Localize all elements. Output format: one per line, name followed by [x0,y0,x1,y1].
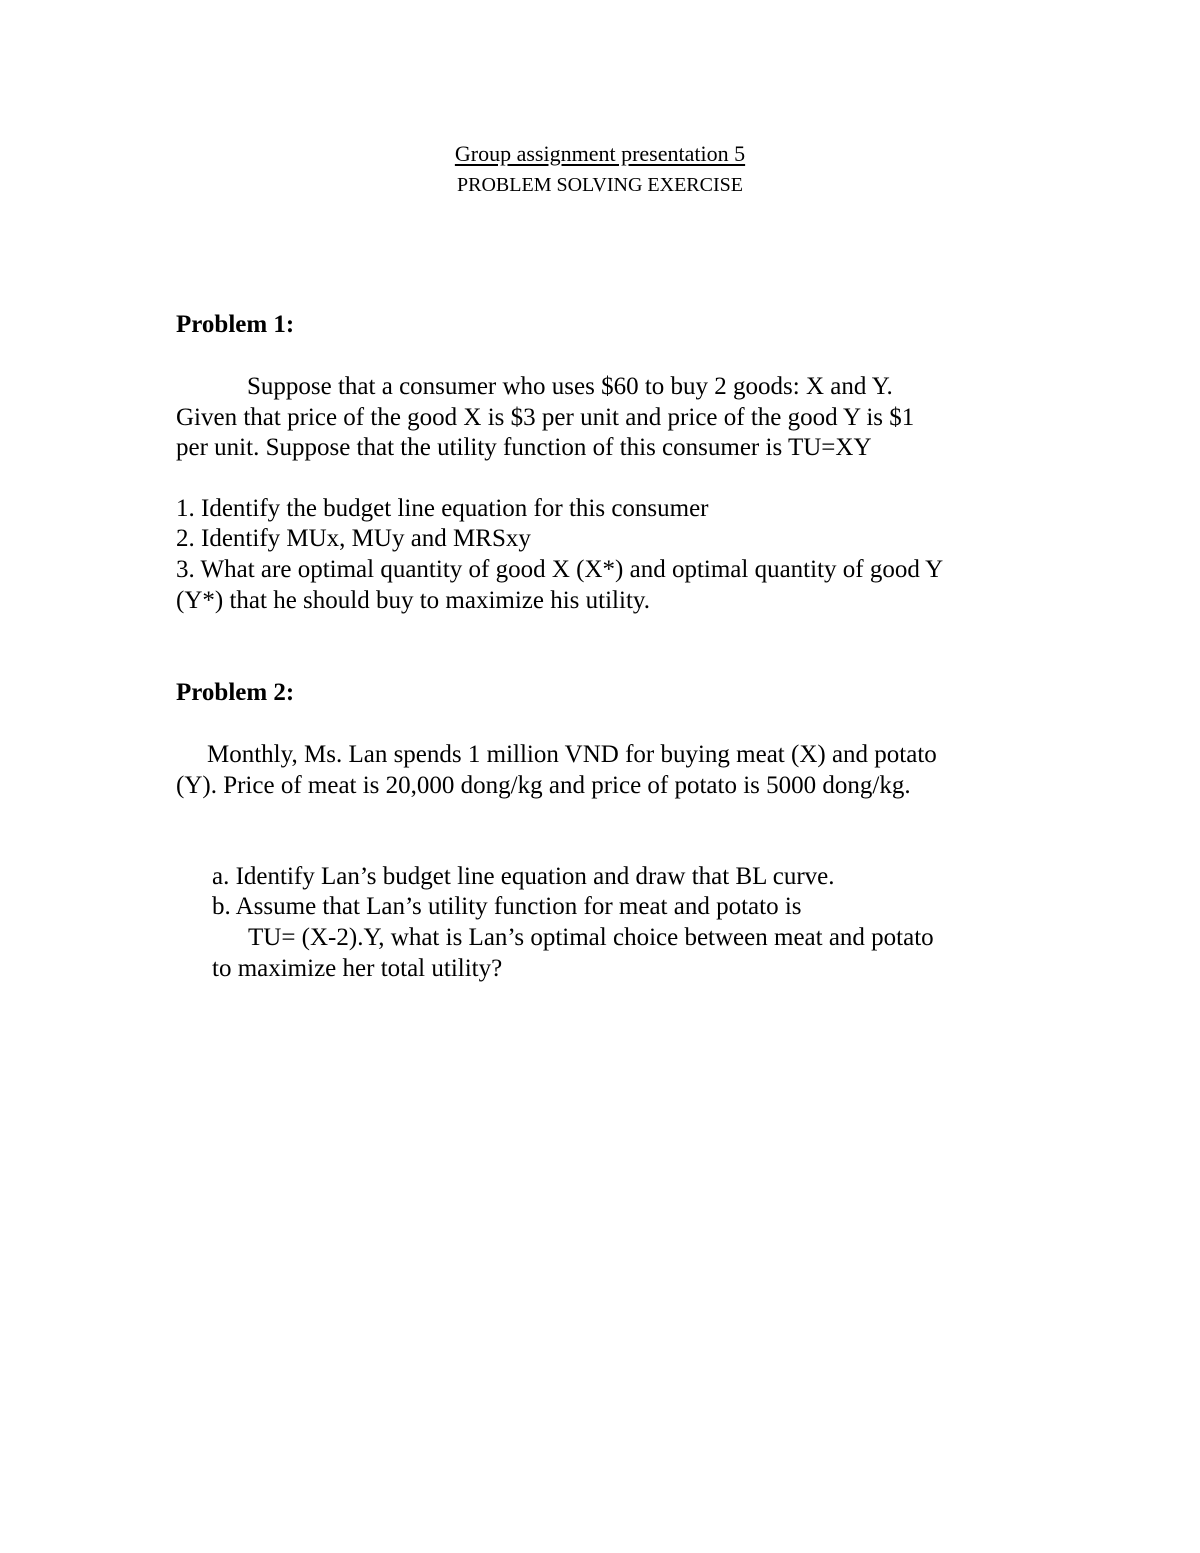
problem-1-question: (Y*) that he should buy to maximize his utility. [176,587,651,614]
problem-2-item: b. Assume that Lan’s utility function for meat and potato is [212,893,802,920]
problem-2-item: to maximize her total utility? [212,955,503,982]
problem-1-paragraph-line: Given that price of the good X is $3 per unit and price of the good Y is $1 [176,404,915,431]
document-subtitle: PROBLEM SOLVING EXERCISE [457,174,743,196]
problem-2-item: a. Identify Lan’s budget line equation and draw that BL curve. [212,863,835,890]
problem-2-item: TU= (X-2).Y, what is Lan’s optimal choice between meat and potato [248,924,934,951]
document-title: Group assignment presentation 5 [454,141,746,166]
problem-1-question: 3. What are optimal quantity of good X (X*) and optimal quantity of good Y [176,556,944,583]
problem-1-question: 1. Identify the budget line equation for this consumer [176,495,709,522]
problem-2-heading: Problem 2: [176,679,295,706]
problem-1-question: 2. Identify MUx, MUy and MRSxy [176,525,531,552]
problem-2-paragraph-line: (Y). Price of meat is 20,000 dong/kg and price of potato is 5000 dong/kg. [176,772,911,799]
problem-1-heading: Problem 1: [176,311,295,338]
problem-1-paragraph-line: Suppose that a consumer who uses $60 to buy 2 goods: X and Y. [247,373,893,400]
problem-2-paragraph-line: Monthly, Ms. Lan spends 1 million VND for buying meat (X) and potato [207,741,937,768]
problem-1-paragraph-line: per unit. Suppose that the utility function of this consumer is TU=XY [176,434,872,461]
